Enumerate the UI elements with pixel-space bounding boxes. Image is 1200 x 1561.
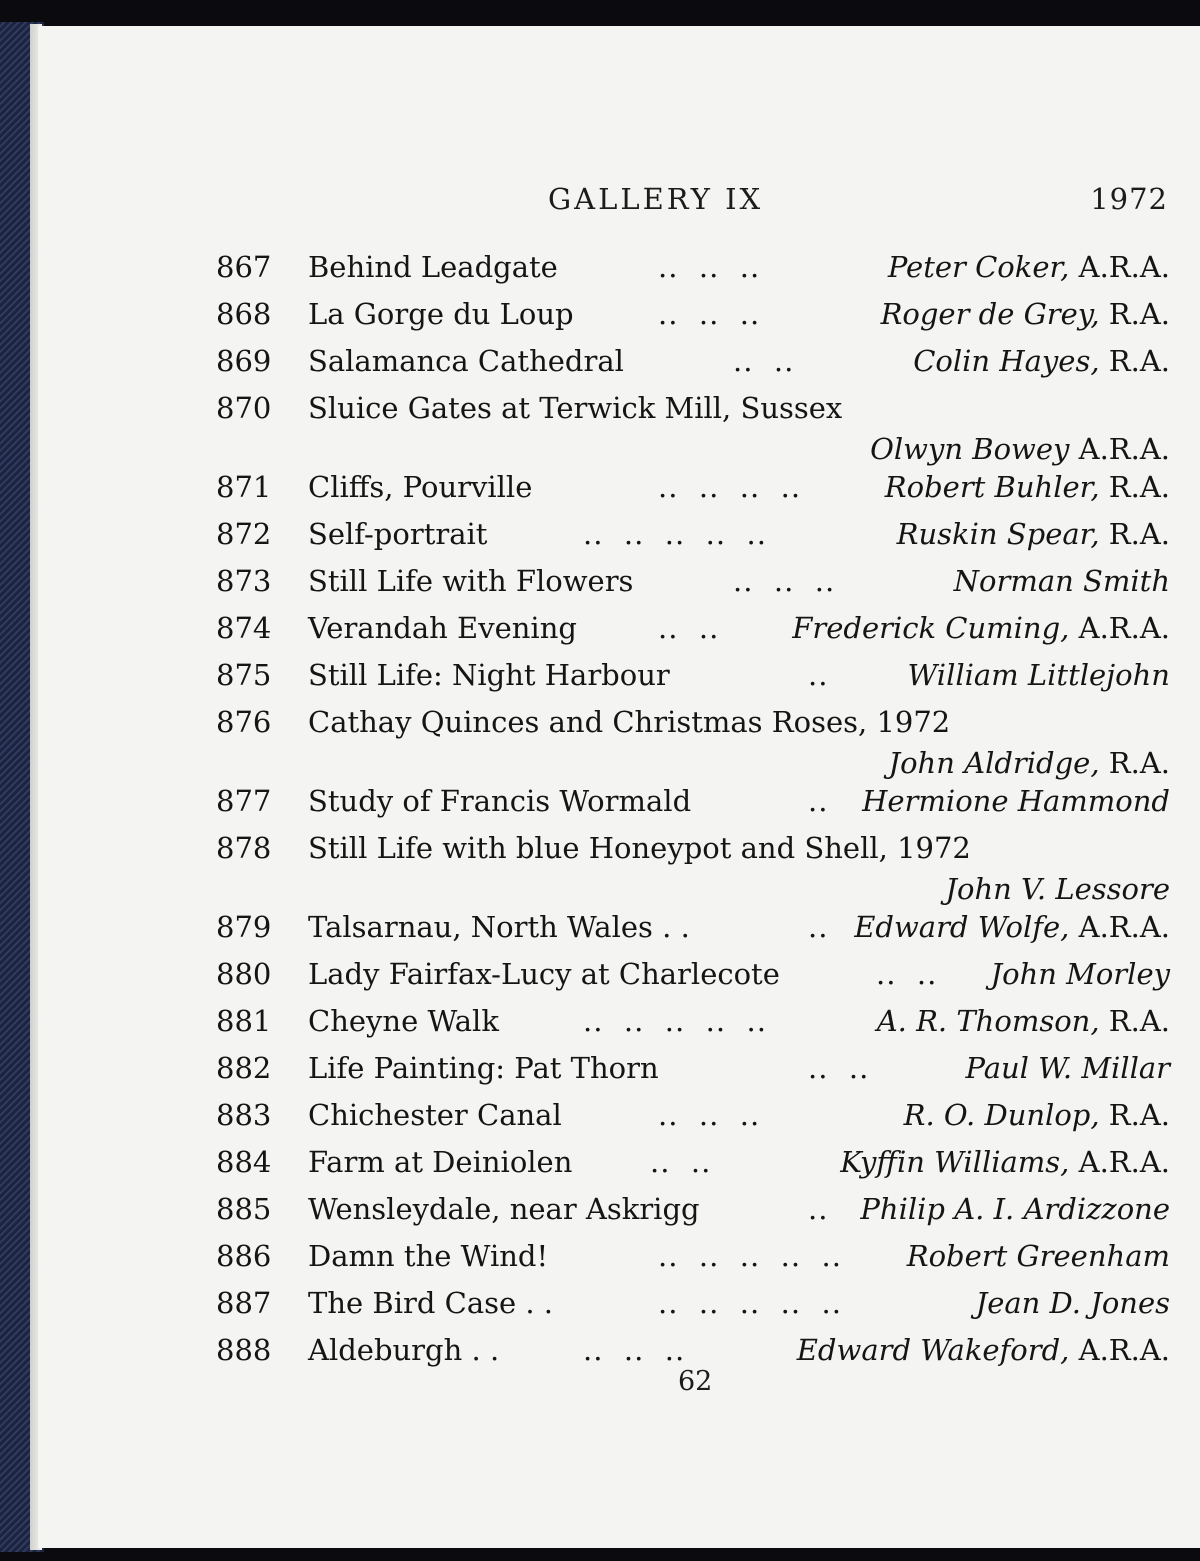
entry-line (38, 906, 1200, 953)
entry-line (38, 293, 1200, 340)
dot-leader: .. .. .. (733, 564, 836, 598)
catalogue-entry (38, 293, 1200, 340)
entry-artist (888, 746, 1170, 780)
entry-artist (860, 1192, 1170, 1226)
dot-leader: .. .. (650, 1145, 712, 1179)
entry-number: 878 (216, 831, 272, 865)
entry-line (38, 1000, 1200, 1047)
entry-title: Cheyne Walk (308, 1004, 499, 1038)
entry-number: 873 (216, 564, 272, 598)
entry-artist (885, 470, 1170, 504)
entry-artist (897, 517, 1170, 551)
entry-title: La Gorge du Loup (308, 297, 574, 331)
entry-number: 879 (216, 910, 272, 944)
entry-line (38, 1094, 1200, 1141)
entry-line (38, 1235, 1200, 1282)
catalogue-page (38, 26, 1200, 1548)
entry-number: 884 (216, 1145, 272, 1179)
artist-name: Edward Wakeford, (796, 1333, 1070, 1367)
catalogue-entry (38, 953, 1200, 1000)
artist-name: Robert Buhler, (884, 470, 1100, 504)
dot-leader: .. .. .. .. .. (583, 1004, 767, 1038)
catalogue-entry (38, 1282, 1200, 1329)
entry-artist (854, 910, 1170, 944)
artist-name: Roger de Grey, (880, 297, 1100, 331)
dot-leader: .. .. (808, 1051, 870, 1085)
entry-title: Damn the Wind! (308, 1239, 549, 1273)
entry-title: Verandah Evening (308, 611, 577, 645)
artist-honour: R.A. (1099, 297, 1170, 331)
artist-name: John Aldridge, (888, 746, 1100, 780)
entry-number: 876 (216, 705, 272, 739)
catalogue-entry (38, 607, 1200, 654)
entry-title: Behind Leadgate (308, 250, 558, 284)
entry-number: 888 (216, 1333, 272, 1367)
artist-name: Peter Coker, (887, 250, 1070, 284)
entry-title: Still Life with blue Honeypot and Shell, 1972 (308, 831, 971, 865)
entry-artist (904, 1098, 1170, 1132)
dot-leader: .. (808, 910, 829, 944)
dot-leader: .. (808, 658, 829, 692)
entry-number: 886 (216, 1239, 272, 1273)
entry-title: Cathay Quinces and Christmas Roses, 1972 (308, 705, 951, 739)
artist-honour: R.A. (1099, 470, 1170, 504)
artist-name: Hermione Hammond (862, 784, 1170, 818)
artist-honour: A.R.A. (1069, 250, 1170, 284)
entry-line (38, 340, 1200, 387)
catalogue-entry (38, 513, 1200, 560)
entry-line (38, 1047, 1200, 1094)
entry-line (38, 827, 1200, 874)
catalogue-entry (38, 780, 1200, 827)
dot-leader: .. .. .. (658, 297, 761, 331)
artist-name: R. O. Dunlop, (903, 1098, 1100, 1132)
entry-number: 885 (216, 1192, 272, 1226)
catalogue-entry (38, 827, 1200, 906)
entry-line (38, 1141, 1200, 1188)
catalogue-entry (38, 387, 1200, 466)
artist-line (38, 742, 1200, 780)
entry-artist (991, 957, 1171, 991)
catalogue-entry (38, 1188, 1200, 1235)
entry-number: 875 (216, 658, 272, 692)
entry-line (38, 953, 1200, 1000)
entry-line (38, 387, 1200, 434)
artist-name: William Littlejohn (907, 658, 1170, 692)
artist-name: Philip A. I. Ardizzone (860, 1192, 1170, 1226)
entry-line (38, 607, 1200, 654)
entry-number: 868 (216, 297, 272, 331)
entry-title: Sluice Gates at Terwick Mill, Sussex (308, 391, 843, 425)
catalogue-entry (38, 701, 1200, 780)
entry-title: Wensleydale, near Askrigg (308, 1192, 700, 1226)
entry-artist (792, 611, 1170, 645)
entry-number: 871 (216, 470, 272, 504)
entry-artist (954, 564, 1170, 598)
entry-title: Still Life: Night Harbour (308, 658, 670, 692)
entry-line (38, 1188, 1200, 1235)
entry-artist (881, 297, 1170, 331)
entry-number: 877 (216, 784, 272, 818)
entry-number: 869 (216, 344, 272, 378)
dot-leader: .. (808, 784, 829, 818)
dot-leader: .. (808, 1192, 829, 1226)
dot-leader: .. .. (876, 957, 938, 991)
catalogue-entry (38, 1000, 1200, 1047)
dot-leader: .. .. .. .. .. (583, 517, 767, 551)
artist-honour: R.A. (1099, 1098, 1170, 1132)
entry-number: 881 (216, 1004, 272, 1038)
catalogue-entry (38, 466, 1200, 513)
artist-name: Ruskin Spear, (896, 517, 1100, 551)
entry-number: 880 (216, 957, 272, 991)
entry-title: Talsarnau, North Wales . . (308, 910, 690, 944)
catalogue-entry (38, 246, 1200, 293)
entry-number: 882 (216, 1051, 272, 1085)
artist-name: Kyffin Williams, (840, 1145, 1070, 1179)
entry-artist (862, 784, 1170, 818)
artist-name: John Morley (990, 957, 1170, 991)
dot-leader: .. .. .. .. .. (658, 1286, 842, 1320)
entry-artist (840, 1145, 1170, 1179)
entry-line (38, 466, 1200, 513)
entry-artist (965, 1051, 1170, 1085)
dot-leader: .. .. .. (583, 1333, 686, 1367)
catalogue-entry (38, 1329, 1200, 1376)
entry-number: 887 (216, 1286, 272, 1320)
artist-honour: R.A. (1099, 1004, 1170, 1038)
entry-number: 874 (216, 611, 272, 645)
artist-honour: R.A. (1099, 344, 1170, 378)
dot-leader: .. .. .. (658, 1098, 761, 1132)
catalogue-entry (38, 1141, 1200, 1188)
artist-name: Jean D. Jones (975, 1286, 1170, 1320)
artist-name: A. R. Thomson, (876, 1004, 1100, 1038)
dot-leader: .. .. .. (658, 250, 761, 284)
dot-leader: .. .. .. .. .. (658, 1239, 842, 1273)
artist-name: Robert Greenham (906, 1239, 1170, 1273)
artist-name: John V. Lessore (945, 872, 1170, 906)
entry-artist (908, 658, 1171, 692)
artist-honour: A.R.A. (1069, 432, 1170, 466)
entry-artist (888, 250, 1170, 284)
entry-line (38, 560, 1200, 607)
entry-artist (877, 1004, 1170, 1038)
entry-number: 872 (216, 517, 272, 551)
entry-number: 870 (216, 391, 272, 425)
dot-leader: .. .. .. .. (658, 470, 802, 504)
dot-leader: .. .. (658, 611, 720, 645)
entry-title: Aldeburgh . . (308, 1333, 500, 1367)
entry-title: The Bird Case . . (308, 1286, 554, 1320)
entry-artist (870, 432, 1170, 466)
catalogue-entry (38, 1047, 1200, 1094)
dot-leader: .. .. (733, 344, 795, 378)
artist-honour: A.R.A. (1069, 611, 1170, 645)
artist-name: Paul W. Millar (965, 1051, 1170, 1085)
artist-name: Edward Wolfe, (854, 910, 1070, 944)
entry-artist (913, 344, 1170, 378)
running-header (38, 182, 1200, 222)
entry-number: 883 (216, 1098, 272, 1132)
entry-title: Cliffs, Pourville (308, 470, 533, 504)
entry-title: Farm at Deiniolen (308, 1145, 573, 1179)
artist-line (38, 428, 1200, 466)
catalogue-entry (38, 1235, 1200, 1282)
entry-line (38, 246, 1200, 293)
artist-honour: A.R.A. (1069, 910, 1170, 944)
entry-line (38, 513, 1200, 560)
catalogue-entry (38, 560, 1200, 607)
header-year: 1972 (1090, 182, 1168, 216)
artist-name: Frederick Cuming, (792, 611, 1070, 645)
entry-title: Lady Fairfax-Lucy at Charlecote (308, 957, 780, 991)
page-number: 62 (678, 1366, 713, 1397)
artist-name: Norman Smith (953, 564, 1170, 598)
entry-artist (945, 872, 1170, 906)
entry-number: 867 (216, 250, 272, 284)
artist-honour: A.R.A. (1069, 1145, 1170, 1179)
entry-list (38, 246, 1200, 1376)
artist-name: Colin Hayes, (913, 344, 1100, 378)
entry-title: Chichester Canal (308, 1098, 562, 1132)
catalogue-entry (38, 340, 1200, 387)
entry-artist (976, 1286, 1170, 1320)
entry-line (38, 780, 1200, 827)
entry-title: Still Life with Flowers (308, 564, 634, 598)
catalogue-entry (38, 1094, 1200, 1141)
entry-title: Study of Francis Wormald (308, 784, 692, 818)
entry-title: Life Painting: Pat Thorn (308, 1051, 659, 1085)
artist-honour: A.R.A. (1069, 1333, 1170, 1367)
entry-artist (797, 1333, 1170, 1367)
catalogue-entry (38, 906, 1200, 953)
entry-title: Salamanca Cathedral (308, 344, 624, 378)
artist-name: Olwyn Bowey (870, 432, 1070, 466)
catalogue-entry (38, 654, 1200, 701)
entry-artist (907, 1239, 1170, 1273)
entry-line (38, 1282, 1200, 1329)
gallery-title: GALLERY IX (548, 182, 764, 216)
entry-line (38, 701, 1200, 748)
artist-honour: R.A. (1099, 517, 1170, 551)
entry-line (38, 1329, 1200, 1376)
artist-honour: R.A. (1099, 746, 1170, 780)
artist-line (38, 868, 1200, 906)
entry-title: Self-portrait (308, 517, 488, 551)
entry-line (38, 654, 1200, 701)
